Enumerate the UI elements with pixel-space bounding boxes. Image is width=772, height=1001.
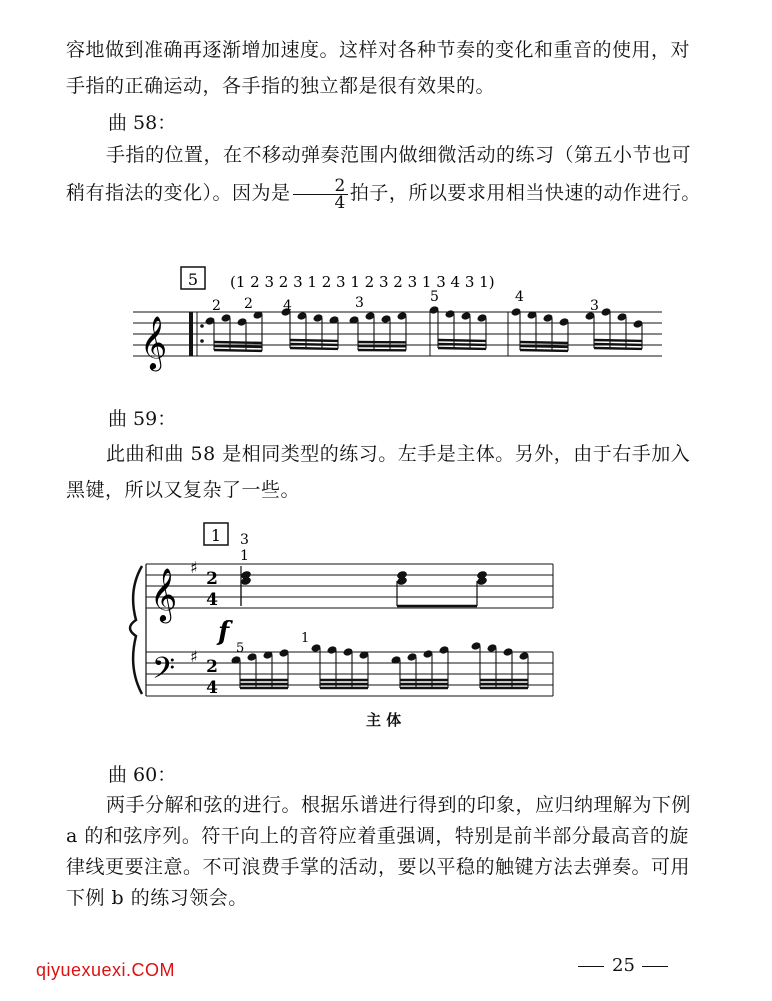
time-sig-num: 2	[206, 657, 218, 677]
beam	[520, 342, 568, 343]
fingering: 2	[212, 298, 221, 314]
fingering: 3	[355, 295, 364, 311]
sharp-icon: ♯	[190, 558, 198, 577]
fingering: 4	[515, 289, 524, 305]
time-sig-den: 4	[206, 678, 218, 698]
bass-clef-icon: 𝄢	[152, 652, 176, 693]
page-number: 25	[612, 955, 635, 976]
alternate-fingering: (1 2 3 2 3 1 2 3 1 2 3 2 3 1 3 4 3 1)	[230, 273, 495, 291]
beam	[214, 350, 262, 351]
repeat-bar-thick	[189, 312, 193, 356]
chord	[476, 570, 488, 606]
beam	[290, 340, 338, 341]
beam	[438, 348, 486, 349]
beam	[214, 342, 262, 343]
chord	[240, 570, 252, 606]
treble-clef-icon: 𝄞	[150, 567, 178, 621]
beam	[290, 348, 338, 349]
score-qu59	[0, 500, 772, 730]
system-brace	[130, 566, 142, 694]
beam	[520, 350, 568, 351]
beam	[438, 344, 486, 345]
beam	[594, 340, 642, 341]
rh-fingering-top: 3	[240, 532, 249, 548]
measure-number: 1	[210, 526, 222, 545]
fingering: 3	[590, 298, 599, 314]
time-sig-num: 2	[206, 569, 218, 589]
lh-notes	[231, 641, 530, 688]
qu60-paragraph: 两手分解和弦的进行。根据乐谱进行得到的印象，应归纳理解为下例 a 的和弦序列。符干向上的音符应着重强调，特别是前半部分最高音的旋律线更要注意。不可浪费手掌的活动，要以平稳的触键方法去弹奏。可用下例 b 的练习领会。	[66, 794, 692, 909]
time-sig-den: 4	[206, 590, 218, 610]
qu58-text-a: 手指的位置，在不移动弹奏范围内做细微活动的练习（第五小节也可稍有指法的变化）。因为是	[66, 144, 692, 204]
score-qu58	[0, 0, 772, 400]
lh-fingering: 5	[236, 641, 245, 656]
fingering: 5	[430, 289, 439, 305]
beam	[214, 346, 262, 347]
qu58-text-b: 拍子，所以要求用相当快速的动作进行。	[349, 182, 701, 204]
intro-paragraph: 容地做到准确再逐渐增加速度。这样对各种节奏的变化和重音的使用，对手指的正确运动，各手指的独立都是很有效果的。	[66, 39, 691, 97]
fingering: 4	[283, 298, 292, 314]
treble-clef-icon: 𝄞	[140, 315, 168, 369]
fingering: 2	[244, 296, 253, 312]
chord	[396, 570, 408, 606]
note-group	[511, 307, 570, 351]
page-dash-right	[642, 966, 668, 967]
dynamic-forte: f	[218, 617, 230, 647]
lh-fingering: 1	[301, 631, 310, 646]
beam	[520, 346, 568, 347]
qu58-label: 曲 58：	[108, 112, 177, 134]
beam	[594, 344, 642, 345]
beam	[438, 340, 486, 341]
score-caption: 主 体	[366, 711, 402, 729]
note-group	[471, 641, 530, 688]
beam	[290, 344, 338, 345]
rh-fingering-bottom: 1	[240, 548, 249, 564]
qu60-label: 曲 60：	[108, 764, 177, 786]
fraction-numerator: 2	[293, 178, 348, 195]
sharp-icon: ♯	[190, 647, 198, 666]
measure-number: 5	[187, 270, 199, 289]
note-group	[311, 643, 370, 688]
qu59-paragraph: 此曲和曲 58 是相同类型的练习。左手是主体。另外，由于右手加入黑键，所以又复杂了一些。	[66, 443, 691, 501]
site-watermark: qiyuexuexi.COM	[36, 960, 176, 980]
page-dash-left	[578, 966, 604, 967]
beam	[594, 348, 642, 349]
qu59-label: 曲 59：	[108, 408, 177, 430]
score1-fingerings	[212, 289, 599, 314]
fraction-denominator: 4	[334, 192, 346, 213]
